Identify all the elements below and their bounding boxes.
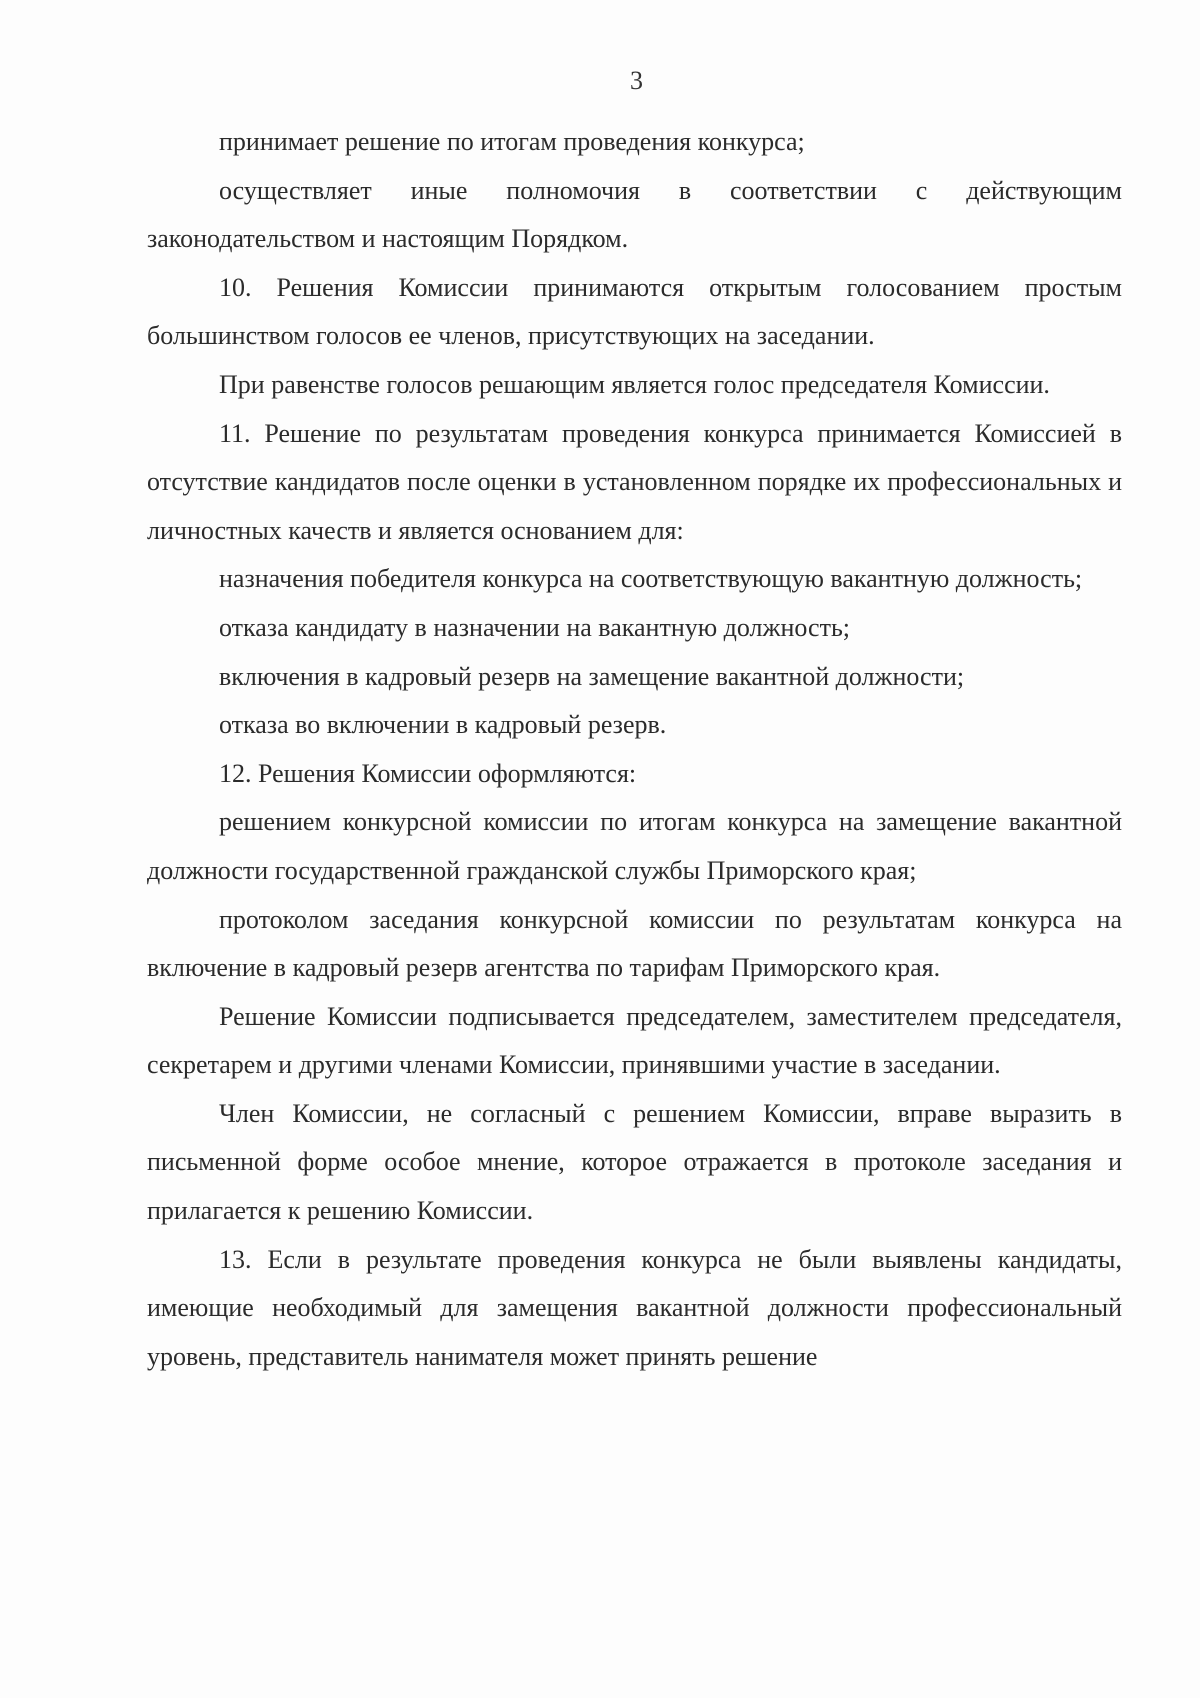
paragraph: назначения победителя конкурса на соответствующую вакантную должность;: [219, 564, 1083, 594]
paragraph: Решение Комиссии подписывается председателем, заместителем председателя, секретарем и другими членами Комиссии, принявшими участие в заседании.: [147, 1001, 1122, 1080]
paragraph: Член Комиссии, не согласный с решением Комиссии, вправе выразить в письменной форме особое мнение, которое отражается в протоколе заседания и прилагается к решению Комиссии.: [147, 1098, 1122, 1226]
paragraph: 10. Решения Комиссии принимаются открытым голосованием простым большинством голосов ее членов, присутствующих на заседании.: [147, 272, 1122, 351]
paragraph: 12. Решения Комиссии оформляются:: [219, 758, 637, 788]
document-body: [147, 118, 1122, 1381]
paragraph: отказа кандидату в назначении на вакантную должность;: [219, 612, 851, 642]
paragraph: решением конкурсной комиссии по итогам конкурса на замещение вакантной должности государственной гражданской службы Приморского края;: [147, 807, 1122, 885]
paragraph: принимает решение по итогам проведения конкурса;: [219, 127, 805, 156]
page-number: 3: [630, 66, 643, 95]
paragraph: осуществляет иные полномочия в соответствии с действующим законодательством и настоящим Порядком.: [147, 175, 1122, 254]
paragraph: 11. Решение по результатам проведения конкурса принимается Комиссией в отсутствие кандидатов после оценки в установленном порядке их профессиональных и личностных качеств и является основанием для:: [147, 418, 1122, 545]
paragraph: 13. Если в результате проведения конкурса не были выявлены кандидаты, имеющие необходимый для замещения вакантной должности профессиональный уровень, представитель нанимателя может принять решение: [147, 1244, 1122, 1371]
paragraph: отказа во включении в кадровый резерв.: [219, 710, 667, 740]
paragraph: При равенстве голосов решающим является голос председателя Комиссии.: [219, 369, 1050, 399]
paragraph: включения в кадровый резерв на замещение вакантной должности;: [219, 661, 965, 691]
paragraph: протоколом заседания конкурсной комиссии по результатам конкурса на включение в кадровый резерв агентства по тарифам Приморского края.: [147, 904, 1122, 983]
